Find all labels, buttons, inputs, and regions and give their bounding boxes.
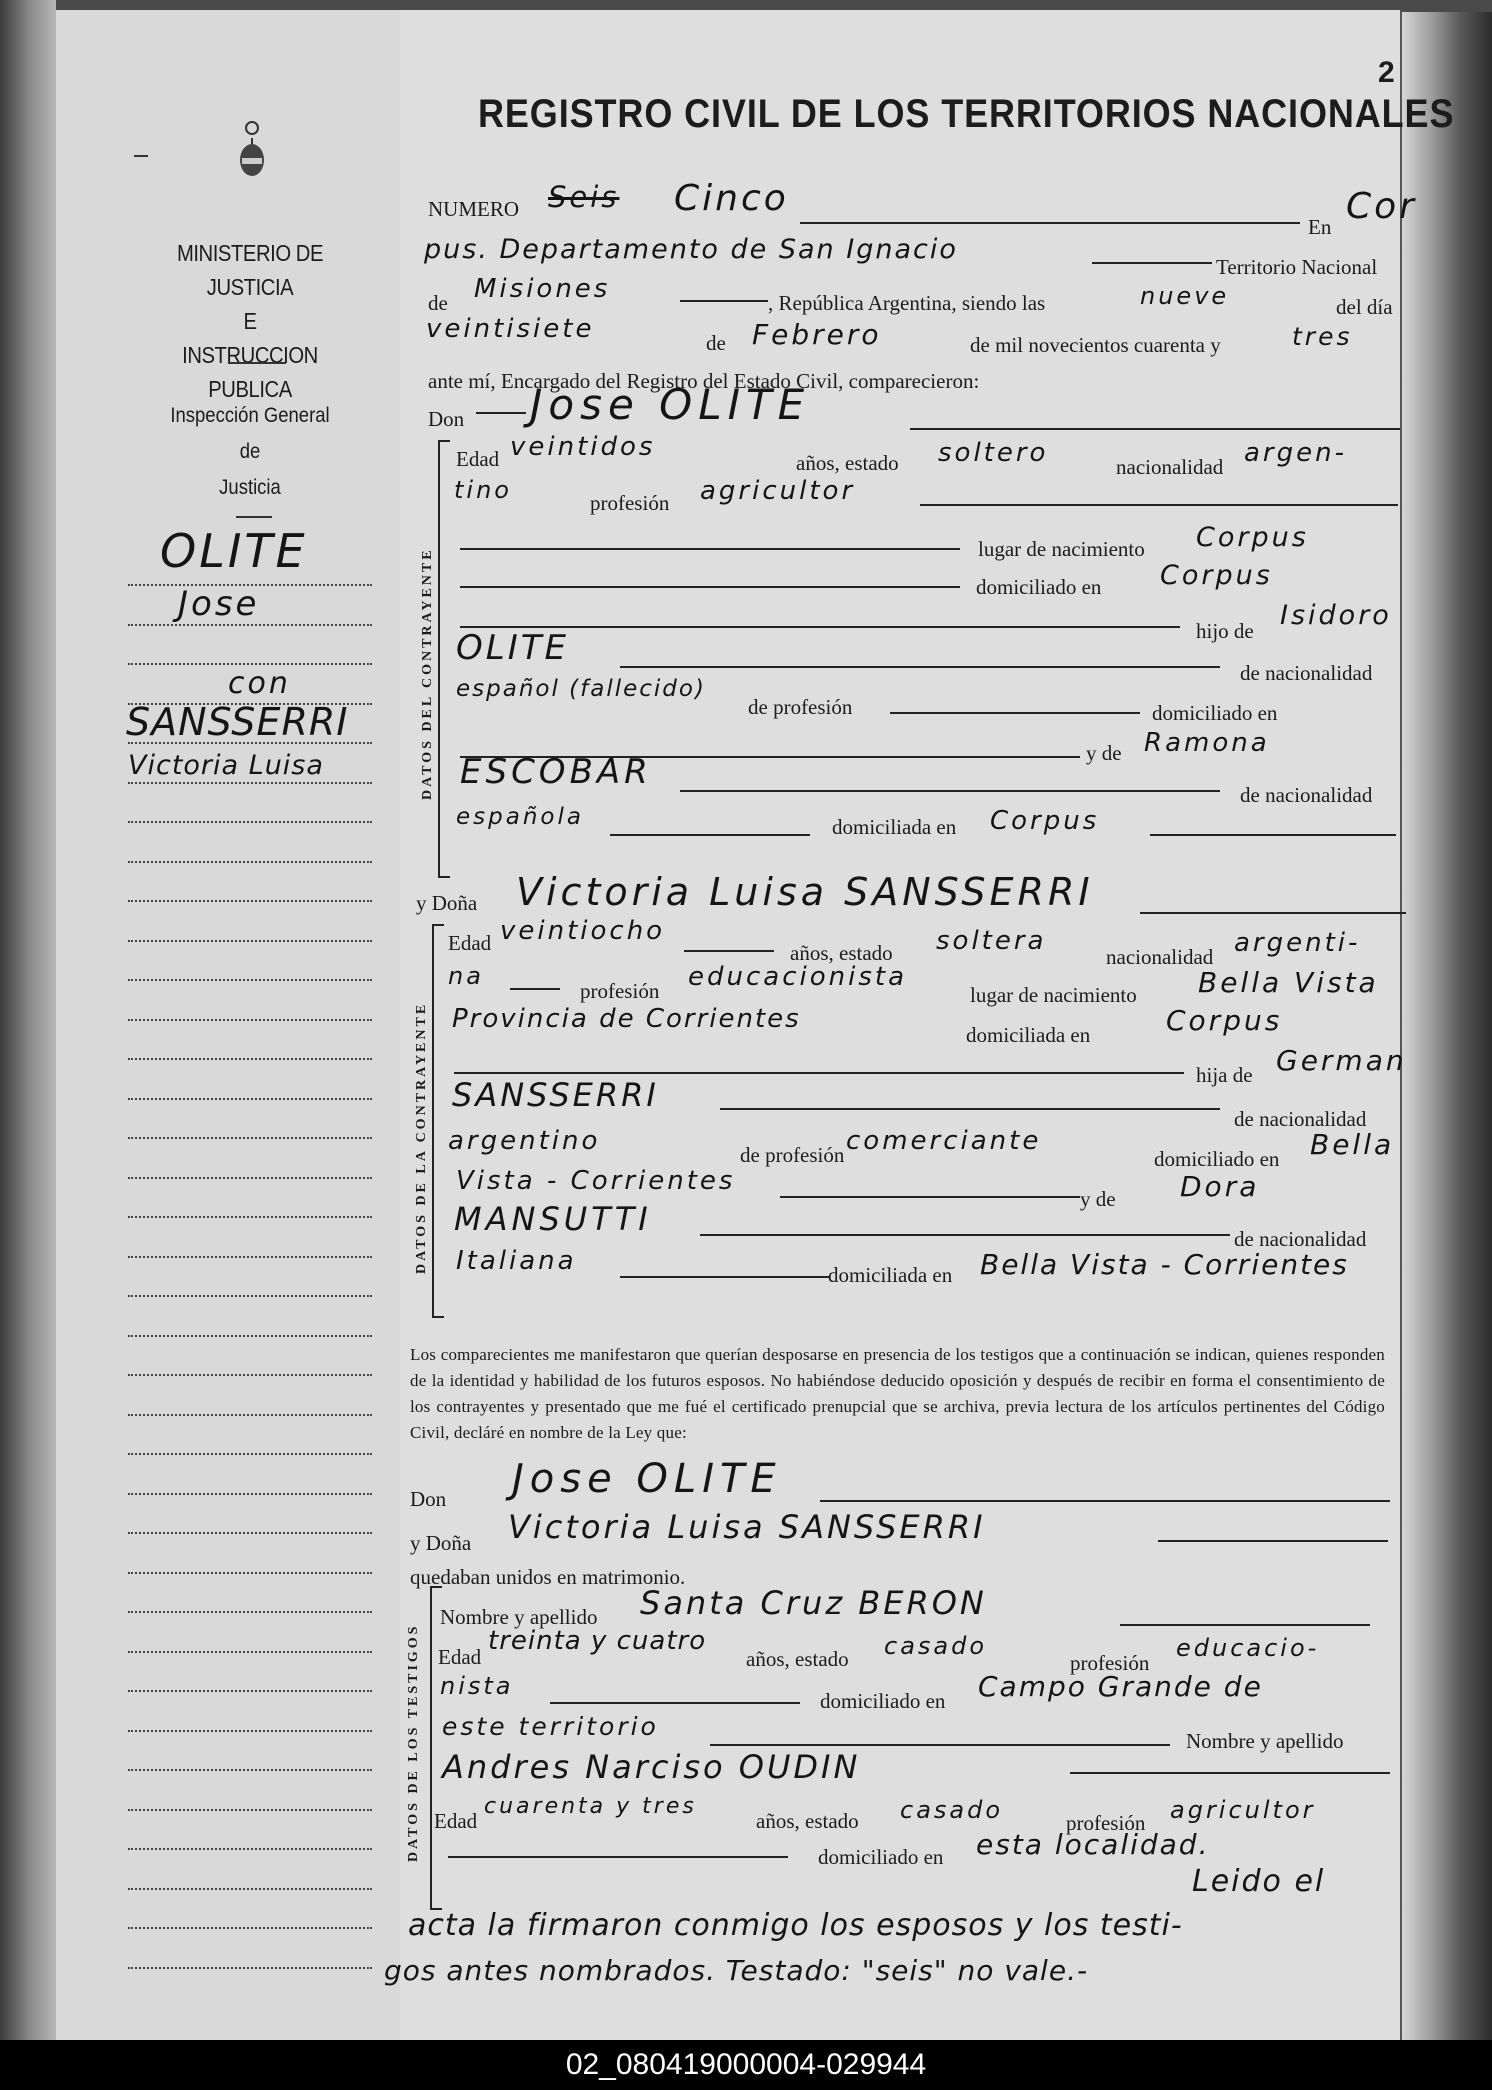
margin-dotted-line [128, 742, 372, 744]
declaration-paragraph: Los comparecientes me manifestaron que querían desposarse en presencia de los testigos que a continuación se indican, quienes responden de la identidad y habilidad de los futuros esposos. No habiéndose deducido oposición y después de recibir en forma el consentimiento de los contrayentes y presentado que me fué el certificado prenupcial que se archiva, previa lectura de los artículos pertinentes del Código Civil, decláré en nombre de la Ley que: [410, 1345, 1385, 1442]
don-label: Don [428, 407, 465, 431]
margin-dotted-line [128, 1058, 372, 1060]
bride-age: veintiocho [500, 916, 666, 946]
margin-dotted-line [128, 1769, 372, 1771]
bride-birthplace-a: Bella Vista [1198, 966, 1379, 999]
witness2-status: casado [900, 1796, 1004, 1824]
line [710, 1744, 1170, 1746]
margin-dotted-line [128, 1335, 372, 1337]
margin-dotted-line [128, 1809, 372, 1811]
estado-label: años, estado [796, 451, 899, 475]
margin-dotted-line [128, 821, 372, 823]
ante-text: ante mí, Encargado del Registro del Estado Civil, comparecieron: [428, 369, 980, 393]
line [1070, 1772, 1390, 1774]
line [1158, 1540, 1388, 1542]
margin-dotted-line [128, 663, 372, 665]
inspection-line: Justicia [219, 476, 281, 499]
de2-label: de [706, 331, 726, 355]
bride-nationality-a: argenti- [1234, 928, 1361, 958]
line [510, 988, 560, 990]
margin-dotted-line [128, 1493, 372, 1495]
edad-label: Edad [438, 1645, 482, 1669]
margin-dotted-line [128, 1651, 372, 1653]
bride-bracket [432, 924, 444, 1318]
bride-mother-first: Dora [1180, 1170, 1260, 1203]
groom-father-nationality: español (fallecido) [456, 676, 706, 702]
groom-nationality-a: argen- [1244, 438, 1347, 468]
bride-father-nationality: argentino [448, 1126, 601, 1156]
margin-dotted-line [128, 1532, 372, 1534]
margin-dotted-line [128, 1927, 372, 1929]
line [920, 504, 1398, 506]
line [550, 1702, 800, 1704]
bride-mother-last: MANSUTTI [454, 1200, 652, 1238]
groom-profession: agricultor [700, 476, 856, 506]
closing-note-line1: Leido el [1192, 1864, 1326, 1899]
margin-note-surname: OLITE [160, 524, 308, 578]
margin-dotted-line [128, 1453, 372, 1455]
line [460, 548, 960, 550]
ministry-divider [228, 362, 286, 364]
witness1-status: casado [884, 1632, 988, 1660]
margin-dotted-line [128, 782, 372, 784]
year-text: de mil novecientos cuarenta y [970, 333, 1221, 357]
hour: nueve [1140, 282, 1230, 310]
line [700, 1234, 1230, 1236]
archive-id-bar [0, 2040, 1492, 2090]
nacionalidad3-label: de nacionalidad [1240, 783, 1373, 807]
de-profesion-label: de profesión [748, 695, 853, 719]
profesion-label: profesión [1066, 1811, 1146, 1835]
bride-father-first: German [1276, 1044, 1407, 1077]
domiciliado2-label: domiciliado en [1154, 1147, 1280, 1171]
bride-father-last: SANSSERRI [452, 1076, 659, 1114]
witness-section-label: DATOS DE LOS TESTIGOS [406, 1623, 421, 1862]
margin-dotted-line [128, 979, 372, 981]
hija-label: hija de [1196, 1063, 1253, 1087]
place-part2: pus. Departamento de San Ignacio [424, 234, 958, 265]
margin-dotted-line [128, 1295, 372, 1297]
republica-text: , República Argentina, siendo las [768, 291, 1046, 315]
bride-name: Victoria Luisa SANSSERRI [516, 870, 1094, 914]
groom-status: soltero [938, 438, 1049, 468]
margin-dotted-line [128, 1888, 372, 1890]
seal-tick [134, 155, 148, 157]
margin-dotted-line [128, 1572, 372, 1574]
groom-name: Jose OLITE [530, 380, 811, 429]
margin-dotted-line [128, 1848, 372, 1850]
domiciliado-label: domiciliado en [820, 1689, 946, 1713]
line [1140, 912, 1406, 914]
witness1-name: Santa Cruz BERON [640, 1584, 987, 1622]
margin-dotted-line [128, 1137, 372, 1139]
margin-dotted-line [128, 703, 372, 705]
line [620, 666, 1220, 668]
form-title: REGISTRO CIVIL DE LOS TERRITORIOS NACIONALES [478, 92, 1455, 136]
groom-father-first: Isidoro [1280, 600, 1392, 631]
profesion-label: profesión [1070, 1651, 1150, 1675]
bride-nationality-b: na [448, 962, 484, 990]
witness2-profession: agricultor [1170, 1796, 1316, 1824]
witness1-profession-a: educacio- [1176, 1634, 1320, 1662]
declaration-groom: Jose OLITE [512, 1456, 782, 1502]
inspection-line: Inspección General [170, 404, 330, 427]
lugar-label: lugar de nacimiento [970, 983, 1137, 1007]
line [780, 1196, 1080, 1198]
groom-nationality-b: tino [454, 476, 512, 504]
del-dia-label: del día [1336, 295, 1393, 319]
nacionalidad2-label: de nacionalidad [1234, 1107, 1367, 1131]
witness2-domicile: esta localidad. [976, 1828, 1210, 1861]
closing-note-line2: acta la firmaron conmigo los esposos y los testi- [408, 1908, 1183, 1943]
line [680, 300, 768, 302]
bride-mother-domicile: Bella Vista - Corrientes [980, 1248, 1349, 1281]
bride-father-domicile-b: Vista - Corrientes [456, 1166, 736, 1196]
margin-note-con: con [228, 666, 291, 701]
nombre-label: Nombre y apellido [440, 1605, 598, 1629]
inspection-heading [162, 398, 338, 506]
groom-mother-domicile: Corpus [990, 806, 1100, 836]
y-de-label: y de [1086, 741, 1122, 765]
nombre2-label: Nombre y apellido [1186, 1729, 1344, 1753]
line [820, 1500, 1390, 1502]
bride-profession: educacionista [688, 962, 908, 992]
line [800, 222, 1300, 224]
margin-note-bride-surname: SANSSERRI [126, 700, 349, 744]
groom-age: veintidos [510, 432, 656, 462]
witness1-age: treinta y cuatro [488, 1626, 707, 1656]
line [454, 1072, 1184, 1074]
margin-dotted-line [128, 1611, 372, 1613]
closing-note-line3: gos antes nombrados. Testado: "seis" no vale.- [384, 1954, 1089, 1987]
nacionalidad-label: nacionalidad [1106, 945, 1214, 969]
line [448, 1856, 788, 1858]
domiciliado-label: domiciliado en [818, 1845, 944, 1869]
bride-domicile: Corpus [1166, 1004, 1283, 1037]
year-value: tres [1292, 322, 1353, 351]
witness2-age: cuarenta y tres [484, 1794, 697, 1819]
archive-id: 02_080419000004-029944 [565, 2048, 927, 2081]
line [1120, 1624, 1370, 1626]
domiciliada2-label: domiciliada en [828, 1263, 953, 1287]
margin-dotted-line [128, 940, 372, 942]
numero-struck: Seis [548, 180, 620, 214]
line [610, 834, 810, 836]
line [460, 586, 960, 588]
line [620, 1276, 830, 1278]
numero-value: Cinco [674, 178, 789, 219]
margin-dotted-line [128, 1730, 372, 1732]
edad-label: Edad [434, 1809, 478, 1833]
en-label: En [1308, 215, 1332, 239]
line [1150, 834, 1396, 836]
estado-label: años, estado [790, 941, 893, 965]
edad-label: Edad [456, 447, 500, 471]
groom-domicile: Corpus [1160, 560, 1273, 591]
domiciliada-label: domiciliada en [832, 815, 957, 839]
numero-label: NUMERO [428, 197, 520, 221]
lugar-label: lugar de nacimiento [978, 537, 1145, 561]
nacionalidad3-label: de nacionalidad [1234, 1227, 1367, 1251]
margin-note-bride-firstname: Victoria Luisa [128, 750, 324, 781]
inspection-line: de [239, 440, 261, 463]
ministry-heading [144, 236, 355, 406]
margin-dotted-line [128, 900, 372, 902]
place-part1: Cor [1346, 186, 1417, 227]
territory: Misiones [474, 274, 611, 304]
dona-label: y Doña [416, 891, 478, 915]
margin-dotted-line [128, 1019, 372, 1021]
ministry-line: INSTRUCCION PUBLICA [182, 342, 318, 402]
margin-dotted-line [128, 1374, 372, 1376]
margin-note-firstname: Jose [178, 584, 260, 624]
groom-mother-last: ESCOBAR [460, 752, 652, 792]
bride-father-profession: comerciante [846, 1126, 1042, 1156]
groom-mother-first: Ramona [1144, 728, 1270, 758]
domiciliado2-label: domiciliado en [1152, 701, 1278, 725]
month: Febrero [752, 318, 882, 351]
groom-father-last: OLITE [456, 628, 569, 668]
witness1-domicile-b: este territorio [442, 1712, 659, 1741]
de-label: de [428, 291, 448, 315]
profesion-label: profesión [590, 491, 670, 515]
bride-section-label: DATOS DE LA CONTRAYENTE [414, 1001, 429, 1274]
margin-dotted-line [128, 1216, 372, 1218]
domiciliado-label: domiciliado en [976, 575, 1102, 599]
ministry-line: E [243, 308, 257, 334]
bride-status: soltera [936, 926, 1047, 956]
hijo-label: hijo de [1196, 619, 1254, 643]
day: veintisiete [426, 314, 595, 344]
estado-label: años, estado [756, 1809, 859, 1833]
groom-bracket [438, 440, 450, 878]
domiciliada-label: domiciliada en [966, 1023, 1091, 1047]
margin-dotted-line [128, 861, 372, 863]
margin-dotted-line [128, 1098, 372, 1100]
margin-dotted-line [128, 1414, 372, 1416]
line [910, 428, 1400, 430]
line [680, 790, 1220, 792]
bride-mother-nationality: Italiana [456, 1246, 577, 1276]
page-number: 2 [1378, 56, 1395, 89]
territorio-label: Territorio Nacional [1216, 255, 1378, 279]
bride-father-domicile-a: Bella [1310, 1128, 1395, 1161]
coat-of-arms-icon [238, 118, 266, 188]
ministry-line: MINISTERIO DE JUSTICIA [176, 240, 324, 300]
margin-dotted-line [128, 1177, 372, 1179]
line [1092, 262, 1212, 264]
groom-section-label: DATOS DEL CONTRAYENTE [420, 547, 435, 800]
margin-dotted-line [128, 1256, 372, 1258]
closing-text: quedaban unidos en matrimonio. [410, 1565, 686, 1589]
declaration-bride: Victoria Luisa SANSSERRI [508, 1508, 986, 1546]
don-label-2: Don [410, 1487, 447, 1511]
de-profesion-label: de profesión [740, 1143, 845, 1167]
line [476, 412, 526, 414]
estado-label: años, estado [746, 1647, 849, 1671]
line [684, 950, 774, 952]
witness-bracket [430, 1586, 442, 1910]
groom-mother-nationality: española [456, 804, 584, 830]
y-de-label: y de [1080, 1187, 1116, 1211]
margin-dotted-line [128, 1690, 372, 1692]
margin-dotted-line [128, 1967, 372, 1969]
profesion-label: profesión [580, 979, 660, 1003]
dona-label-2: y Doña [410, 1531, 472, 1555]
edad-label: Edad [448, 931, 492, 955]
margin-dotted-line [128, 584, 372, 586]
witness1-profession-b: nista [440, 1672, 514, 1700]
book-gutter [0, 0, 56, 2040]
margin-dotted-line [128, 624, 372, 626]
nacionalidad-label: nacionalidad [1116, 455, 1224, 479]
bride-birthplace-b: Provincia de Corrientes [452, 1004, 801, 1034]
nacionalidad2-label: de nacionalidad [1240, 661, 1373, 685]
line [720, 1108, 1220, 1110]
groom-birthplace: Corpus [1196, 522, 1309, 553]
line [890, 712, 1140, 714]
witness2-name: Andres Narciso OUDIN [442, 1748, 861, 1786]
witness1-domicile-a: Campo Grande de [978, 1670, 1263, 1703]
inspection-divider [236, 516, 272, 518]
